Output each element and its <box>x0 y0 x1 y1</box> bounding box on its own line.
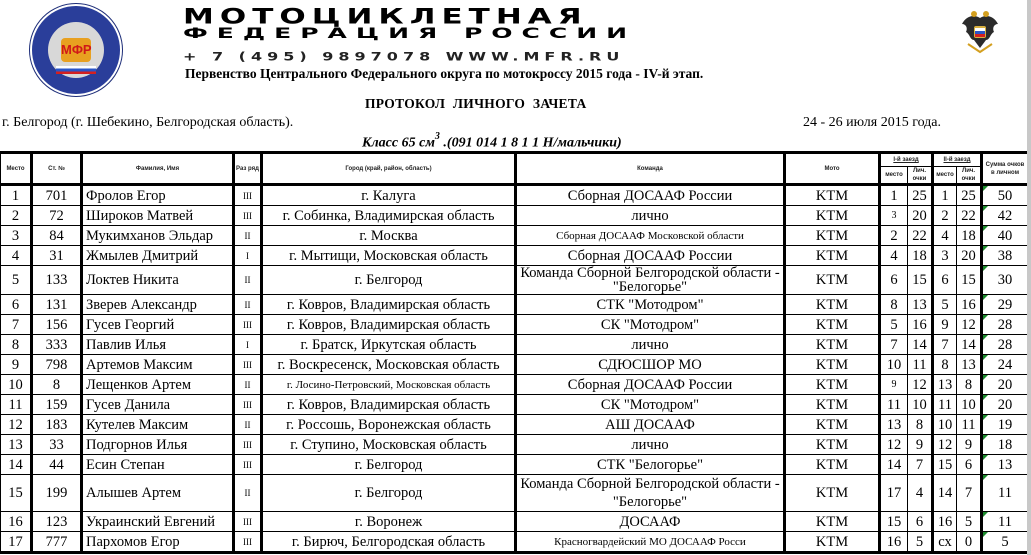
russian-flag-ribbon-icon <box>56 66 96 74</box>
cell-total: 5 <box>982 532 1028 553</box>
col-header-total: Сумма очков в личном <box>982 153 1028 185</box>
col-header-race2: II-й заезд <box>933 153 982 167</box>
cell-moto: KTM <box>785 315 880 335</box>
cell-city: г. Белгород <box>262 455 516 475</box>
cell-rank: III <box>234 355 262 375</box>
cell-city: г. Лосино-Петровский, Московская область <box>262 375 516 395</box>
cell-name: Алышев Артем <box>82 475 234 512</box>
cell-moto: KTM <box>785 435 880 455</box>
cell-race2-place: 2 <box>933 206 957 226</box>
cell-race2-place: 12 <box>933 435 957 455</box>
table-row <box>1 375 1028 395</box>
cell-place: 10 <box>1 375 32 395</box>
cell-number: 8 <box>32 375 82 395</box>
table-row <box>1 512 1028 532</box>
cell-city: г. Калуга <box>262 185 516 206</box>
cell-rank: II <box>234 415 262 435</box>
col-header-number: Ст. № <box>32 153 82 185</box>
cell-race1-points: 8 <box>908 415 933 435</box>
venue: г. Белгород (г. Шебекино, Белгородская область). <box>2 115 294 130</box>
results-table <box>0 151 1028 554</box>
cell-number: 131 <box>32 295 82 315</box>
cell-city: г. Белгород <box>262 266 516 295</box>
cell-race1-points: 14 <box>908 335 933 355</box>
cell-city: г. Воскресенск, Московская область <box>262 355 516 375</box>
cell-city: г. Ковров, Владимирская область <box>262 295 516 315</box>
cell-race1-points: 9 <box>908 435 933 455</box>
cell-race1-points: 4 <box>908 475 933 512</box>
cell-moto: KTM <box>785 532 880 553</box>
cell-city: г. Собинка, Владимирская область <box>262 206 516 226</box>
cell-moto: KTM <box>785 185 880 206</box>
cell-race2-points: 11 <box>957 415 982 435</box>
cell-moto: KTM <box>785 512 880 532</box>
federation-banner-subtitle: ФЕДЕРАЦИЯ РОССИИ <box>183 25 637 42</box>
col-header-race2-place: место <box>933 167 957 185</box>
cell-number: 31 <box>32 246 82 266</box>
cell-name: Широков Матвей <box>82 206 234 226</box>
cell-total: 50 <box>982 185 1028 206</box>
cell-race1-points: 11 <box>908 355 933 375</box>
cell-total: 20 <box>982 395 1028 415</box>
cell-number: 44 <box>32 455 82 475</box>
cell-team: СК "Мотодром" <box>516 315 785 335</box>
cell-rank: I <box>234 246 262 266</box>
cell-rank: III <box>234 185 262 206</box>
cell-race1-points: 5 <box>908 532 933 553</box>
cell-total: 11 <box>982 512 1028 532</box>
cell-race1-place: 15 <box>880 512 908 532</box>
cell-number: 159 <box>32 395 82 415</box>
cell-race2-points: 15 <box>957 266 982 295</box>
cell-team: ДОСААФ <box>516 512 785 532</box>
cell-place: 1 <box>1 185 32 206</box>
table-row <box>1 266 1028 295</box>
cell-name: Гусев Георгий <box>82 315 234 335</box>
cell-race1-place: 14 <box>880 455 908 475</box>
event-title: Первенство Центрального Федерального округа по мотокроссу 2015 года - IV-й этап. <box>185 66 704 81</box>
cell-total: 28 <box>982 335 1028 355</box>
cell-race2-points: 9 <box>957 435 982 455</box>
cell-race2-place: 5 <box>933 295 957 315</box>
cell-moto: KTM <box>785 226 880 246</box>
cell-moto: KTM <box>785 246 880 266</box>
cell-team: лично <box>516 435 785 455</box>
cell-race1-place: 16 <box>880 532 908 553</box>
col-header-team: Команда <box>516 153 785 185</box>
cell-race2-points: 13 <box>957 355 982 375</box>
cell-place: 7 <box>1 315 32 335</box>
cell-race1-place: 4 <box>880 246 908 266</box>
cell-place: 8 <box>1 335 32 355</box>
cell-number: 72 <box>32 206 82 226</box>
cell-number: 123 <box>32 512 82 532</box>
cell-race1-place: 8 <box>880 295 908 315</box>
window-edge <box>1027 0 1031 555</box>
cell-rank: I <box>234 335 262 355</box>
table-row <box>1 532 1028 553</box>
table-row <box>1 395 1028 415</box>
table-row <box>1 315 1028 335</box>
table-row <box>1 455 1028 475</box>
cell-race2-points: 12 <box>957 315 982 335</box>
table-row <box>1 226 1028 246</box>
cell-total: 20 <box>982 375 1028 395</box>
cell-team: Сборная ДОСААФ Московской области <box>516 226 785 246</box>
cell-rank: II <box>234 266 262 295</box>
cell-number: 701 <box>32 185 82 206</box>
cell-team: Команда Сборной Белгородской области - "Белогорье" <box>516 266 785 295</box>
cell-team: лично <box>516 206 785 226</box>
cell-place: 4 <box>1 246 32 266</box>
cell-total: 19 <box>982 415 1028 435</box>
col-header-name: Фамилия, Имя <box>82 153 234 185</box>
cell-race2-points: 5 <box>957 512 982 532</box>
cell-city: г. Белгород <box>262 475 516 512</box>
cell-place: 11 <box>1 395 32 415</box>
cell-place: 13 <box>1 435 32 455</box>
cell-place: 15 <box>1 475 32 512</box>
cell-team: СТК "Мотодром" <box>516 295 785 315</box>
col-header-race2-points: Лич. очки <box>957 167 982 185</box>
cell-rank: III <box>234 455 262 475</box>
cell-name: Артемов Максим <box>82 355 234 375</box>
cell-race1-place: 10 <box>880 355 908 375</box>
cell-place: 6 <box>1 295 32 315</box>
cell-race1-points: 22 <box>908 226 933 246</box>
cell-rank: II <box>234 295 262 315</box>
col-header-place: Место <box>1 153 32 185</box>
table-row <box>1 246 1028 266</box>
cell-city: г. Воронеж <box>262 512 516 532</box>
cell-number: 33 <box>32 435 82 455</box>
cell-place: 3 <box>1 226 32 246</box>
class-superscript: 3 <box>434 131 440 142</box>
cell-name: Украинский Евгений <box>82 512 234 532</box>
cell-race2-points: 20 <box>957 246 982 266</box>
logo-badge: МФР <box>61 38 91 62</box>
cell-team: лично <box>516 335 785 355</box>
cell-city: г. Мытищи, Московская область <box>262 246 516 266</box>
cell-total: 18 <box>982 435 1028 455</box>
cell-race2-place: 3 <box>933 246 957 266</box>
federation-banner-title: МОТОЦИКЛЕТНАЯ <box>183 4 588 30</box>
cell-place: 2 <box>1 206 32 226</box>
cell-race1-place: 7 <box>880 335 908 355</box>
cell-name: Жмылев Дмитрий <box>82 246 234 266</box>
cell-race2-place: 9 <box>933 315 957 335</box>
mfr-logo <box>30 4 122 96</box>
cell-name: Мукимханов Эльдар <box>82 226 234 246</box>
cell-name: Лещенков Артем <box>82 375 234 395</box>
cell-moto: KTM <box>785 295 880 315</box>
cell-team: СТК "Белогорье" <box>516 455 785 475</box>
col-header-city: Город (край, район, область) <box>262 153 516 185</box>
cell-race1-place: 6 <box>880 266 908 295</box>
cell-team: Сборная ДОСААФ России <box>516 185 785 206</box>
cell-place: 14 <box>1 455 32 475</box>
cell-name: Кутелев Максим <box>82 415 234 435</box>
cell-moto: KTM <box>785 455 880 475</box>
cell-name: Пархомов Егор <box>82 532 234 553</box>
cell-race1-points: 18 <box>908 246 933 266</box>
cell-city: г. Братск, Иркутская область <box>262 335 516 355</box>
cell-race1-points: 20 <box>908 206 933 226</box>
cell-name: Павлив Илья <box>82 335 234 355</box>
table-row <box>1 185 1028 206</box>
cell-race2-points: 8 <box>957 375 982 395</box>
cell-place: 12 <box>1 415 32 435</box>
cell-city: г. Ковров, Владимирская область <box>262 315 516 335</box>
cell-race2-place: 10 <box>933 415 957 435</box>
cell-race2-place: 14 <box>933 475 957 512</box>
cell-team: Сборная ДОСААФ России <box>516 375 785 395</box>
federation-contact: + 7 (495) 9897078 WWW.MFR.RU <box>183 50 625 64</box>
cell-race1-points: 25 <box>908 185 933 206</box>
table-row <box>1 335 1028 355</box>
results-table-body <box>1 185 1028 553</box>
cell-number: 133 <box>32 266 82 295</box>
cell-number: 156 <box>32 315 82 335</box>
cell-race1-place: 12 <box>880 435 908 455</box>
cell-name: Подгорнов Илья <box>82 435 234 455</box>
cell-total: 38 <box>982 246 1028 266</box>
cell-race2-place: 7 <box>933 335 957 355</box>
cell-race2-points: 10 <box>957 395 982 415</box>
cell-place: 16 <box>1 512 32 532</box>
col-header-rank: Раз ряд <box>234 153 262 185</box>
cell-number: 777 <box>32 532 82 553</box>
col-header-race1: I-й заезд <box>880 153 933 167</box>
cell-rank: III <box>234 395 262 415</box>
cell-place: 17 <box>1 532 32 553</box>
cell-race1-points: 16 <box>908 315 933 335</box>
cell-race2-place: 4 <box>933 226 957 246</box>
cell-rank: III <box>234 512 262 532</box>
class-prefix: Класс 65 см <box>362 135 435 151</box>
cell-moto: KTM <box>785 375 880 395</box>
cell-total: 11 <box>982 475 1028 512</box>
cell-moto: KTM <box>785 206 880 226</box>
cell-rank: III <box>234 435 262 455</box>
cell-race1-points: 7 <box>908 455 933 475</box>
cell-race2-points: 22 <box>957 206 982 226</box>
cell-name: Гусев Данила <box>82 395 234 415</box>
cell-city: г. Ковров, Владимирская область <box>262 395 516 415</box>
cell-team: Команда Сборной Белгородской области - "Белогорье" <box>516 475 785 512</box>
cell-team: Сборная ДОСААФ России <box>516 246 785 266</box>
cell-race1-place: 1 <box>880 185 908 206</box>
cell-total: 24 <box>982 355 1028 375</box>
cell-race1-points: 12 <box>908 375 933 395</box>
cell-race2-points: 25 <box>957 185 982 206</box>
cell-race2-points: 0 <box>957 532 982 553</box>
cell-total: 42 <box>982 206 1028 226</box>
cell-total: 28 <box>982 315 1028 335</box>
cell-total: 30 <box>982 266 1028 295</box>
cell-race2-place: 1 <box>933 185 957 206</box>
cell-race2-place: 6 <box>933 266 957 295</box>
cell-city: г. Ступино, Московская область <box>262 435 516 455</box>
double-headed-eagle-emblem-icon <box>960 10 1000 54</box>
cell-race2-place: 8 <box>933 355 957 375</box>
cell-number: 199 <box>32 475 82 512</box>
cell-name: Есин Степан <box>82 455 234 475</box>
cell-city: г. Россошь, Воронежская область <box>262 415 516 435</box>
cell-race2-place: 13 <box>933 375 957 395</box>
cell-rank: II <box>234 475 262 512</box>
cell-moto: KTM <box>785 266 880 295</box>
cell-moto: KTM <box>785 355 880 375</box>
cell-race2-place: 11 <box>933 395 957 415</box>
cell-race1-place: 17 <box>880 475 908 512</box>
cell-race1-place: 11 <box>880 395 908 415</box>
cell-moto: KTM <box>785 395 880 415</box>
class-description <box>362 133 622 152</box>
cell-team: Красногвардейский МО ДОСААФ Росси <box>516 532 785 553</box>
cell-rank: III <box>234 315 262 335</box>
cell-race2-place: 15 <box>933 455 957 475</box>
table-row <box>1 355 1028 375</box>
col-header-race1-points: Лич. очки <box>908 167 933 185</box>
table-row <box>1 295 1028 315</box>
cell-race1-place: 5 <box>880 315 908 335</box>
cell-race1-points: 10 <box>908 395 933 415</box>
cell-race1-place: 2 <box>880 226 908 246</box>
cell-race1-place: 3 <box>880 206 908 226</box>
cell-race1-points: 6 <box>908 512 933 532</box>
cell-name: Локтев Никита <box>82 266 234 295</box>
cell-name: Зверев Александр <box>82 295 234 315</box>
cell-rank: II <box>234 226 262 246</box>
table-row <box>1 206 1028 226</box>
table-row <box>1 415 1028 435</box>
cell-race2-points: 6 <box>957 455 982 475</box>
cell-team: СК "Мотодром" <box>516 395 785 415</box>
cell-rank: III <box>234 206 262 226</box>
cell-race2-place: сх <box>933 532 957 553</box>
cell-number: 798 <box>32 355 82 375</box>
cell-race2-points: 7 <box>957 475 982 512</box>
cell-place: 5 <box>1 266 32 295</box>
cell-number: 333 <box>32 335 82 355</box>
cell-race1-place: 9 <box>880 375 908 395</box>
cell-number: 84 <box>32 226 82 246</box>
cell-city: г. Москва <box>262 226 516 246</box>
event-dates: 24 - 26 июля 2015 года. <box>803 115 942 130</box>
cell-race1-points: 15 <box>908 266 933 295</box>
cell-race2-place: 16 <box>933 512 957 532</box>
cell-team: СДЮСШОР МО <box>516 355 785 375</box>
table-row <box>1 435 1028 455</box>
table-row <box>1 475 1028 512</box>
cell-race2-points: 16 <box>957 295 982 315</box>
cell-place: 9 <box>1 355 32 375</box>
cell-team: АШ ДОСААФ <box>516 415 785 435</box>
protocol-title: ПРОТОКОЛ ЛИЧНОГО ЗАЧЕТА <box>365 96 587 111</box>
cell-city: г. Бирюч, Белгородская область <box>262 532 516 553</box>
cell-moto: KTM <box>785 475 880 512</box>
col-header-race1-place: место <box>880 167 908 185</box>
col-header-moto: Мото <box>785 153 880 185</box>
cell-race1-points: 13 <box>908 295 933 315</box>
cell-number: 183 <box>32 415 82 435</box>
cell-rank: II <box>234 375 262 395</box>
cell-moto: KTM <box>785 335 880 355</box>
cell-race2-points: 14 <box>957 335 982 355</box>
cell-rank: III <box>234 532 262 553</box>
cell-total: 40 <box>982 226 1028 246</box>
class-suffix: .(091 014 1 8 1 1 Н/мальчики) <box>439 135 622 151</box>
cell-total: 13 <box>982 455 1028 475</box>
cell-total: 29 <box>982 295 1028 315</box>
cell-name: Фролов Егор <box>82 185 234 206</box>
cell-race2-points: 18 <box>957 226 982 246</box>
cell-race1-place: 13 <box>880 415 908 435</box>
cell-moto: KTM <box>785 415 880 435</box>
